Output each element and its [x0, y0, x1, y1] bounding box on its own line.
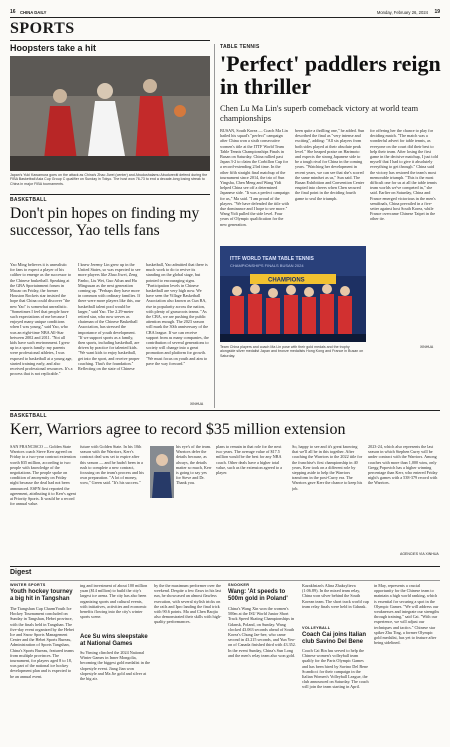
page-number-left: 16: [10, 9, 16, 15]
pingpong-caption: Team China players and coach Ma Lin pose with their gold medals and the trophy alongside silver medalist Japan and bronze medalists Hong Kong and France in Busan on Saturday.: [220, 345, 364, 358]
pingpong-col1: BUSAN, South Korea — Coach Ma Lin hailed his squad's "perfect" campaign after China won a sixth consecutive women's title at the ITTF World Team Table Tennis Championships Finals in Busan on Saturday. China rallied past Japan 3-2 to claim the Corbillon Cup for a record-extending 23rd time. In the other fifth straight final matchup of the tournament since 2014, the trio of Sun Yingsha, Chen Meng and Wang Yidi helped China see off a determined Japanese side. "It was a perfect campaign for us," Ma said. "I am proud of the players. "We have defended the title with due dominance and I hope to see more." Wang Yidi pulled the side level. Four years of Olympic qualification for the new generation.: [220, 128, 290, 227]
yao-col2: I knew Jeremy Lin grew up in the United States, so was expected to see more players like Zhao Jiwei, Zeng Fanbo, Liu Wei, Guo Ailun and Hu Mingxuan as the next generation coming up. "Perhaps they have more in common with ordinary families. If there were more players like this, our basketball talent pool would be larger," said Yao. The 2.29-meter retired star, who now serves as chairman of the Chinese Basketball Association, has stressed the importance of youth development. "If we support sports as a family, then sports, including basketball, are driven by practice for talented kids. "We want kids to enjoy basketball, get into the sport, and receive proper coaching. That's the foundation." Reflecting on the state of Chinese: [78, 262, 141, 372]
kerr-photo: [150, 446, 174, 498]
digest-winter-headline: Youth hockey tourney a big hit in Tangshan: [10, 589, 73, 602]
digest-su-body: Su Yiming clinched the 2024 National Winter Games in Inner Mongolia, becoming the biggest gold medalist in the slopestyle event. Jiang Jian won slopestyle and Ma Jie gold and silver at the big air.: [80, 650, 150, 682]
kerr-col2: future with Golden State. In his 10th season with the Warriors, Kerr's contract deal was set to expire after this season — and he hadn't been in a rush to complete a new contract, focusing on the team's process and his own preparation. "A lot of money, wow," Green said. "It's his success.": [80, 444, 145, 486]
digest-cai-headline: Coach Cai joins Italian club Savino Del Bene: [302, 632, 367, 645]
kerr-col4: plans to remain in that role for the next two years. The average value of $17.5 million would be the best for any NBA coach. Other deals have a higher total value, such as the extension agreed to a player.: [216, 444, 283, 476]
basketball-action-image: [10, 56, 210, 171]
digest-wang-headline: Wang: 'At speeds to 500m gold in Poland': [228, 589, 288, 602]
hoopsters-headline: Hoopsters take a hit: [10, 43, 97, 53]
yao-col3: basketball, Yao admitted that there is much work to do to revive its standing on the global stage, but pointed to encouraging signs. "Participation levels in Chinese basketball are very high now. We have seen the Village Basketball Association also known as Cun BA, rise in popularity across the nation, with plenty of grassroots teams. "As the CBA, we are pushing the public attention enough. The 2023 season will mark the 30th anniversary of the CBA league. If we can receive support from as many companies, the contribution of several generations to society will change into a great promotion and platform for growth. "We must focus on youth and aim to pave the way forward.": [146, 262, 209, 366]
digest-cai-body: Coach Cai Bin has served to help the Chinese women's volleyball team qualify for the Paris Olympic Games and has been hired by Savino Del Bene Scandicci for their campaign in the Italian Women's Volleyball League, the club announced on Saturday. The coach will join the team starting in April.: [302, 648, 369, 690]
kerr-col3: his eye's of the team. Warriors defer the details because, as always, the details matter so much, Kerr is going to say yes for Steve and Dr. Thank you.: [176, 444, 212, 486]
issue-date: Monday, February 26, 2024: [376, 9, 428, 15]
digest-label: Digest: [10, 569, 32, 576]
yao-headline: Don't pin hopes on finding my successor, Yao tells fans: [10, 205, 200, 239]
digest-winter-label: WINTER SPORTS: [10, 583, 46, 587]
yao-col1: Yao Ming believes it is unrealistic for fans to expect a player of his caliber to emerge as the successor to the Chinese basketball. Speaking at the GBA Sportainment forum in Macao on Friday, the former Houston Rockets star insisted the hope that China could discover "the new Yao" is somewhat unrealistic. "Sometimes I feel that people have such expectations of me because I enjoyed many unique conditions when I was young," said Yao, who was an eight-time NBA All-Star between 2002 and 2011. "Not all kids have such environment. I grew up in a sports family: my parents were professional athletes, I was exposed to basketball at a young age, started training early, and also received professional resources. It's a process that is not replicable.": [10, 262, 73, 377]
kerr-credit: AGENCIES VIA XINHUA: [400, 552, 439, 556]
digest-volleyball-label: VOLLEYBALL: [302, 626, 331, 630]
kerr-col1: SAN FRANCISCO — Golden State Warriors coach Steve Kerr agreed on Friday to a two-year contract extension worth $35 million, according to two people with knowledge of the negotiations. The people spoke on condition of anonymity on Friday night because the deal had not been announced. ESPN first reported the agreement, attributing it to Kerr's agent at Priority Sports. It would be a record for annual value.: [10, 444, 76, 507]
page-number-right: 19: [434, 9, 440, 15]
kerr-headline: Kerr, Warriors agree to record $35 million extension: [10, 421, 346, 438]
yao-credit: XINHUA: [190, 402, 204, 406]
kerr-col6: 2023-24, which also represents the last season in which Stephen Curry will be under contract with the Warriors. Among coaches with more than 1,000 wins, only Gregg Popovich has a higher winning percentage than Kerr, who entered Friday night's games with a 538-379 record with the Warriors.: [368, 444, 438, 486]
kerr-section-label: BASKETBALL: [10, 413, 47, 419]
section-title: SPORTS: [10, 20, 75, 37]
digest-col6-body: in May, represents a crucial opportunity for the Chinese team to maintain a high world ranking, which is essential for securing a spot in the Olympic Games. "We will address our weaknesses and integrate our strengths through training," said Cai. "With our experience, we will adjust our techniques and tactics." Chinese star spiker Zhu Ting, a former Olympic gold medalist, has yet to feature after being sidelined.: [374, 583, 440, 646]
champions-photo-image: [220, 246, 366, 342]
champions-text: CHAMPIONS: [268, 277, 305, 284]
digest-winter-body: The Tiangshan Cup CharmYouth Ice Hockey Tournament concluded on Sunday in Tangshan, Hebei province, with the finals held in Tangshan. The five-day event organized by the Hebei Ice and Snow Sports Management Center and the Hebei Sports Bureau, Administration of Sports Tangshan, China's Sports Bureau, featured teams from multiple provinces. The tournament, for players aged 8 to 18, was part of the national ice hockey development plan and is expected to be an annual event.: [10, 606, 74, 679]
digest-col5-body: Kazakhstan's Alina Zhaksylieva (1:06.89). In the mixed team relay, China won silver behind the South Korean team. The short track world cup team relay finals were held in Gdansk.: [302, 583, 369, 609]
yao-section-label: BASKETBALL: [10, 197, 47, 203]
banner-subtext: CHAMPIONSHIPS FINALS BUSAN 2024: [230, 263, 304, 268]
pingpong-credit: XINHUA: [420, 345, 434, 349]
banner-text: ITTF WORLD TEAM TABLE TENNIS: [230, 256, 314, 262]
pingpong-col3: for offering her the chance to play for deciding match. "The match was a wonderful advert for table tennis, as everyone on the court did their best to help their team. After losing the first game in the decisive matchup, I just told myself that I had to give it absolutely everything to get through." China said the victory has restored the team's most memorable triumph. "This is the most difficult one for us at all the table tennis team worlds we've competed in," she said. Earlier on Saturday, China and France emerged victorious in the men's semifinals, China prevailed in a five-setter against host South Korea, while France overcame Chinese Taipei in the other tie.: [370, 128, 438, 222]
digest-col3-body: by the the maximum performer over the weekend. Despite a few flaws in his last run, he showcased an almost flawless execution, with several stylish tricks on the rails and Ipro landing the final trick with 90.6 points. Ma and Chen Baojia also demonstrated their skills with high-quality performances.: [154, 583, 222, 625]
digest-su-headline: Ace Su wins sleepstake at National Games: [80, 634, 148, 647]
digest-col2-body: ing and investment of about 100 million yuan ($14 million) to build the city's largest ice arena. The city has also been organizing sports and cultural events, with initiatives, activities and economic benefits flowing into the city's winter sports scene.: [80, 583, 148, 620]
hoopsters-caption: Japan's Yuki Kawamura goes on the attack as China's Zhao Jiwei (center) and Abudushalamu Abudurexiti defend during the FIBA Basketball Asia Cup Group C qualifier on Sunday in Tokyo. The host won 76-73 to end a decade-long losing streak to China in major FIBA tournaments.: [10, 173, 208, 186]
pingpong-col2: been quite a thrilling one," he added. Sun described the final as "very intense and exciting", adding: "All six players from both sides played at their absolute peak level." She heaped praise on Harimoto and expects the strong Japanese side to be a tough rival for China in the coming years. "Watching her development in recent years, we can see that she's scored the same mindset as us," Sun said. The Busan Exhibition and Convention Center erupted into cheers when Chen secured the final point in the deciding fourth game to seal the triumph.: [295, 128, 365, 201]
kerr-col5: So, happy to see and it's great knowing that we'll all be in this together. After coaching the Warriors to the 2022 title for the franchise's first championship in 40 years, Kerr took on a different role by stepping aside to help the Warriors transform in the post-Curry era. The Warriors gave Kerr the chance to keep his job.: [292, 444, 363, 491]
pingpong-photo: [220, 246, 366, 342]
paper-name: CHINA DAILY: [20, 9, 47, 15]
pingpong-section-label: TABLE TENNIS: [220, 44, 260, 50]
digest-wang-label: SNOOKER: [228, 583, 250, 587]
basketball-photo: [10, 56, 210, 171]
steve-kerr-image: [150, 446, 174, 498]
pingpong-dek: Chen Lu Ma Lin's superb comeback victory at world team championships: [220, 103, 419, 123]
masthead: [10, 8, 440, 17]
digest-wang-body: China's Wang Xin won the women's 500m at the ISU World Junior Short Track Speed Skating Championships in Gdansk, Poland, on Sunday. Wang clocked 43.063 seconds ahead of South Korea's Chung Jae-hee, who came second in 43.215 seconds, and Yun Yeo-on of Canada finished third with 43.352. In the event Sunday, China's Sun Long and the men's relay team also won gold.: [228, 606, 296, 658]
pingpong-headline: 'Perfect' paddlers reign in thriller: [220, 51, 441, 99]
